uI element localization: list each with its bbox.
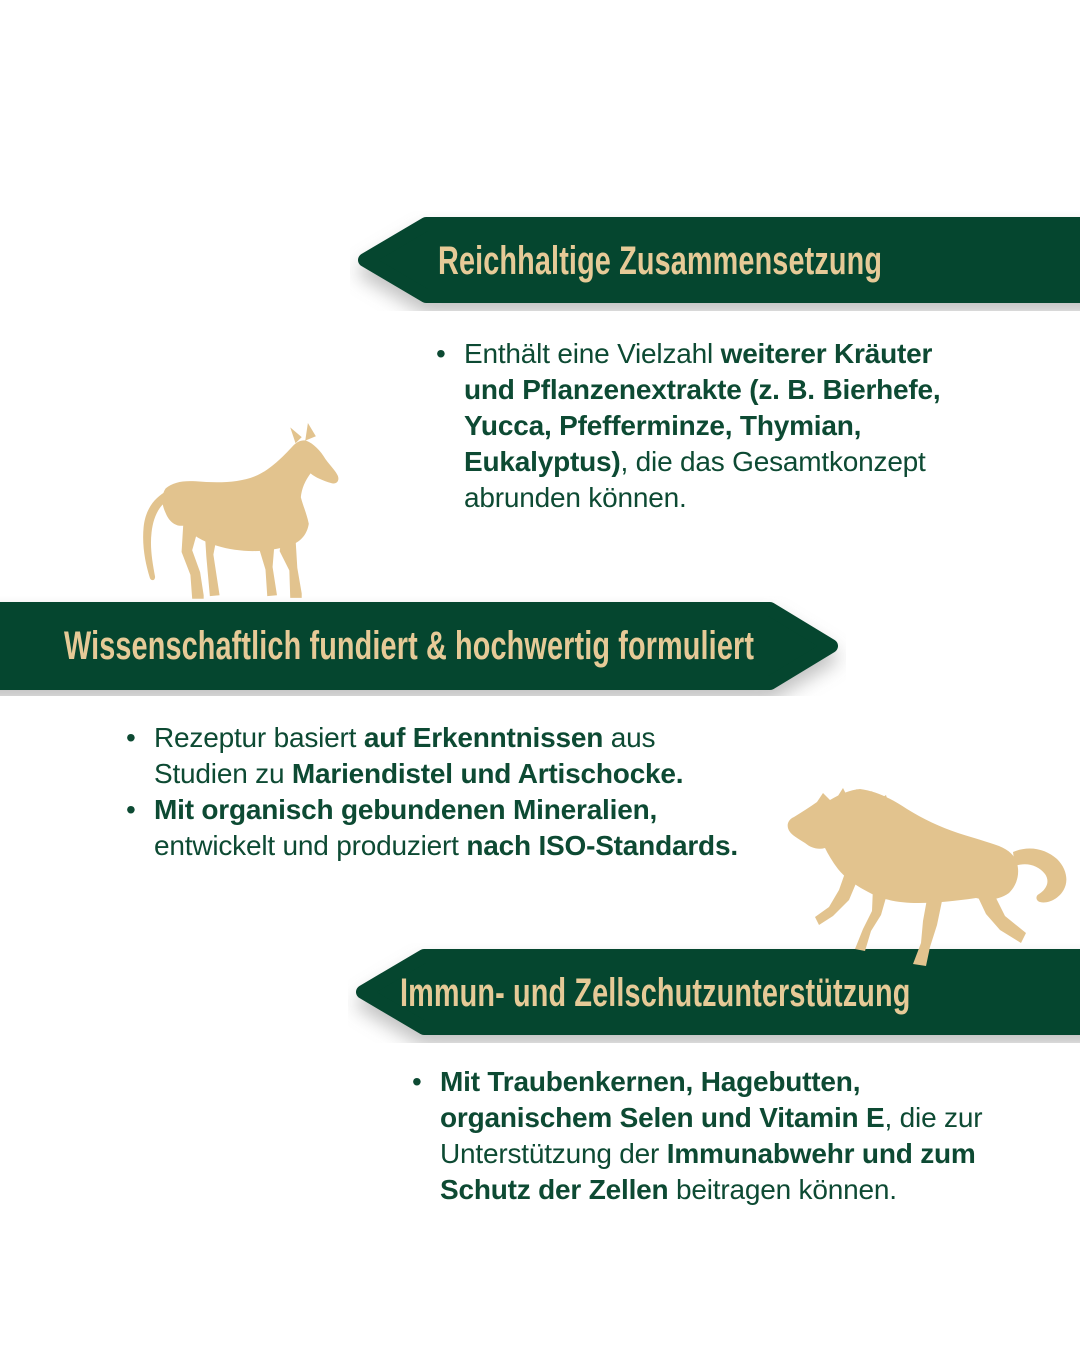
bullet-text-bold: Mit Traubenkernen, Hagebutten, <box>440 1066 861 1097</box>
bullet-text-bold: weiterer Kräuter <box>720 338 933 369</box>
bullet-text: beitragen können. <box>668 1174 897 1205</box>
bullet-text-bold: auf Erkenntnissen <box>363 722 604 753</box>
bullet-text: Enthält eine Vielzahl <box>464 338 721 369</box>
bullet-line <box>412 1064 982 1100</box>
bullet-line <box>126 756 738 792</box>
section-banner-composition <box>350 211 1080 311</box>
bullet-line <box>436 444 941 480</box>
section-banner-science <box>0 596 846 696</box>
bullet-text-bold: organischem Selen und Vitamin E <box>440 1102 885 1133</box>
bullet-text-bold: nach ISO-Standards. <box>466 830 738 861</box>
bullet-text: , die das Gesamtkonzept <box>620 446 926 477</box>
bullet-line <box>412 1172 982 1208</box>
banner-title-science: Wissenschaftlich fundiert & hochwertig formuliert <box>64 624 755 668</box>
bullet-text-bold: und Pflanzenextrakte (z. B. Bierhefe, <box>464 374 941 405</box>
bullet-text: , die zur <box>884 1102 983 1133</box>
bullet-line <box>412 1100 982 1136</box>
bullet-dot: • <box>126 794 136 825</box>
bullet-text-bold: Mit organisch gebundenen Mineralien, <box>154 794 658 825</box>
bullet-text: entwickelt und produziert <box>154 830 467 861</box>
banner-title-immune: Immun- und Zellschutzunterstützung <box>400 971 911 1015</box>
bullet-text-bold: Schutz der Zellen <box>440 1174 669 1205</box>
bullet-text: Unterstützung der <box>440 1138 667 1169</box>
bullet-dot: • <box>126 722 136 753</box>
bullet-line <box>436 372 941 408</box>
bullet-text: Rezeptur basiert <box>154 722 364 753</box>
bullet-item <box>126 792 738 864</box>
bullet-text: abrunden können. <box>464 482 687 513</box>
standing-horse-silhouette <box>133 413 345 607</box>
bullet-line <box>436 336 941 372</box>
bullet-item <box>126 720 738 792</box>
bullet-line <box>436 408 941 444</box>
bullet-line <box>126 828 738 864</box>
bullet-list-science <box>126 720 738 864</box>
bullet-text-bold: Eukalyptus) <box>464 446 621 477</box>
bullet-text-bold: Immunabwehr und zum <box>666 1138 976 1169</box>
bullet-text-bold: Yucca, Pfefferminze, Thymian, <box>464 410 862 441</box>
bullet-text-bold: Mariendistel und Artischocke. <box>291 758 684 789</box>
bullet-text: Studien zu <box>154 758 292 789</box>
bullet-dot: • <box>412 1066 422 1097</box>
bullet-line <box>126 720 738 756</box>
bullet-line <box>436 480 941 516</box>
galloping-horse-silhouette <box>780 786 1070 968</box>
bullet-dot: • <box>436 338 446 369</box>
bullet-item <box>436 336 941 516</box>
bullet-item <box>412 1064 982 1208</box>
banner-title-composition: Reichhaltige Zusammensetzung <box>438 239 883 283</box>
bullet-list-immune <box>412 1064 982 1208</box>
bullet-text: aus <box>603 722 656 753</box>
bullet-list-composition <box>436 336 941 516</box>
bullet-line <box>412 1136 982 1172</box>
bullet-line <box>126 792 738 828</box>
